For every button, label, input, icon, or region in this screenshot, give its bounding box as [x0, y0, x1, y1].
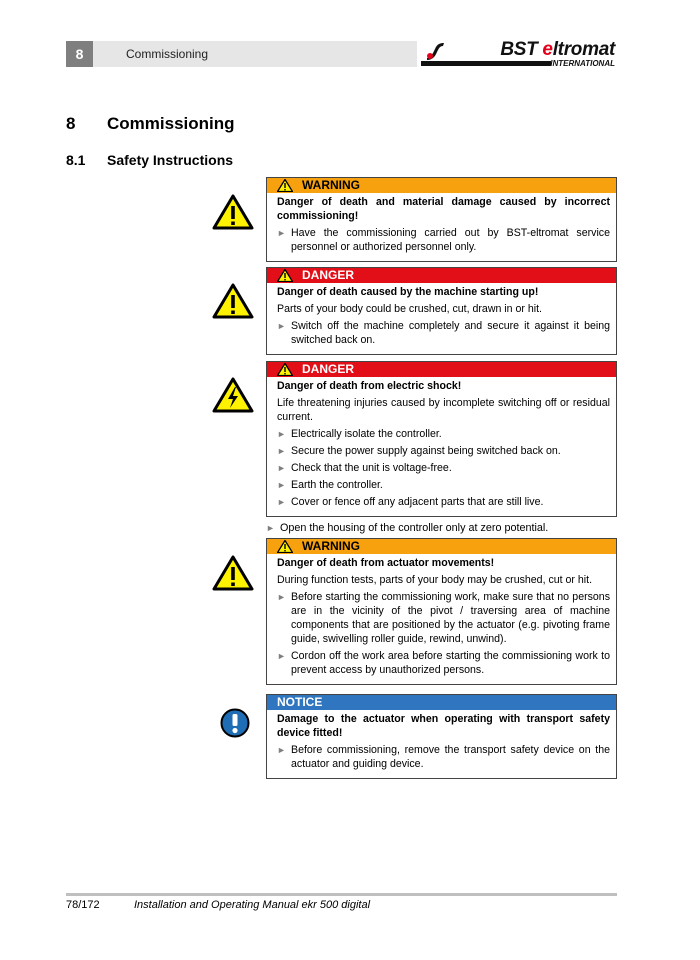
arrow-right-icon: ►: [277, 480, 286, 490]
warning-header: [267, 178, 616, 193]
step-text: Secure the power supply against being switched back on.: [291, 445, 561, 457]
danger-label: DANGER: [302, 268, 355, 282]
warning-triangle-icon: [212, 194, 254, 230]
danger-box-electric-shock: [266, 361, 617, 517]
notice-title: Danger of death and material damage caused by incorrect commissioning!: [277, 196, 610, 222]
instruction-step: [277, 226, 610, 254]
step-text: Open the housing of the controller only at zero potential.: [280, 522, 549, 534]
step-text: Cover or fence off any adjacent parts that are still live.: [291, 496, 544, 508]
notice-paragraph: Life threatening injuries caused by incomplete switching off or residual current.: [277, 397, 610, 423]
notice-title: Danger of death caused by the machine starting up!: [277, 286, 539, 298]
arrow-right-icon: ►: [277, 592, 286, 602]
notice-title: Danger of death from electric shock!: [277, 380, 462, 392]
instruction-step: [277, 495, 610, 509]
footer-divider: [66, 893, 617, 896]
warning-triangle-icon: [212, 555, 254, 591]
step-text: Earth the controller.: [291, 479, 383, 491]
instruction-step: [277, 743, 610, 771]
step-text: Cordon off the work area before starting the commissioning work to prevent access by unauthorized persons.: [291, 650, 610, 676]
danger-header: [267, 362, 616, 377]
warning-mini-icon: [277, 363, 293, 376]
arrow-right-icon: ►: [266, 523, 275, 533]
logo-accent-letter: e: [542, 39, 553, 60]
chapter-number: 8: [66, 41, 93, 67]
chapter-heading: [66, 114, 235, 134]
page-header: [66, 41, 617, 67]
notice-header: [267, 695, 616, 710]
step-text: Before starting the commissioning work, make sure that no persons are in the vicinity of the pivot / traversing area of machine components that are positioned by the actuator (e.g. pivoting frame guide, swivelling roller guide, rewind, unwind).: [291, 591, 610, 645]
step-text: Switch off the machine completely and secure it against it being switched back on.: [291, 320, 610, 346]
instruction-step: [277, 649, 610, 677]
logo-bar: [421, 61, 551, 66]
notice-label: NOTICE: [277, 695, 323, 709]
warning-mini-icon: [277, 269, 293, 282]
danger-label: DANGER: [302, 362, 355, 376]
warning-label: WARNING: [302, 539, 360, 553]
electric-shock-triangle-icon: [212, 377, 254, 413]
warning-mini-icon: [277, 540, 293, 553]
instruction-step: [277, 461, 610, 475]
warning-mini-icon: [277, 179, 293, 192]
arrow-right-icon: ►: [277, 429, 286, 439]
running-header-title: Commissioning: [126, 47, 209, 61]
logo-subtitle: INTERNATIONAL: [550, 59, 615, 68]
instruction-step: [277, 319, 610, 347]
step-text: Have the commissioning carried out by BST-eltromat service personnel or authorized personnel only.: [291, 227, 610, 253]
arrow-right-icon: ►: [277, 745, 286, 755]
instruction-step: [277, 427, 610, 441]
logo-brand-rest: ltromat: [552, 39, 615, 60]
notice-title: Danger of death from actuator movements!: [277, 557, 495, 569]
warning-triangle-icon: [212, 283, 254, 319]
chapter-heading-text: Commissioning: [107, 114, 235, 133]
warning-header: [267, 539, 616, 554]
section-heading: [66, 152, 233, 168]
notice-paragraph: Parts of your body could be crushed, cut, drawn in or hit.: [277, 303, 542, 315]
logo-brand-prefix: BST: [500, 39, 538, 60]
bst-eltromat-logo: [417, 39, 617, 69]
step-text: Check that the unit is voltage-free.: [291, 462, 452, 474]
chapter-heading-number: 8: [66, 114, 76, 133]
arrow-right-icon: ►: [277, 321, 286, 331]
danger-box-machine-start: [266, 267, 617, 355]
instruction-step: [277, 444, 610, 458]
notice-paragraph: During function tests, parts of your body may be crushed, cut or hit.: [277, 574, 593, 586]
instruction-step: [277, 590, 610, 646]
section-heading-text: Safety Instructions: [107, 152, 234, 168]
document-title: Installation and Operating Manual ekr 500 digital: [134, 899, 371, 911]
notice-title: Damage to the actuator when operating with transport safety device fitted!: [277, 713, 610, 739]
instruction-step-zero-potential: [266, 521, 548, 535]
arrow-right-icon: ►: [277, 463, 286, 473]
arrow-right-icon: ►: [277, 651, 286, 661]
notice-box-transport-safety: [266, 694, 617, 779]
page-number: 78/172: [66, 899, 100, 911]
step-text: Before commissioning, remove the transport safety device on the actuator and guiding device.: [291, 744, 610, 770]
arrow-right-icon: ►: [277, 446, 286, 456]
warning-box-actuator: [266, 538, 617, 685]
arrow-right-icon: ►: [277, 497, 286, 507]
step-text: Electrically isolate the controller.: [291, 428, 442, 440]
instruction-step: [277, 478, 610, 492]
arrow-right-icon: ►: [277, 228, 286, 238]
warning-box-commissioning: [266, 177, 617, 262]
warning-label: WARNING: [302, 178, 360, 192]
logo-wordmark: [500, 39, 615, 61]
notice-exclamation-icon: [220, 708, 250, 738]
section-heading-number: 8.1: [66, 152, 86, 168]
danger-header: [267, 268, 616, 283]
